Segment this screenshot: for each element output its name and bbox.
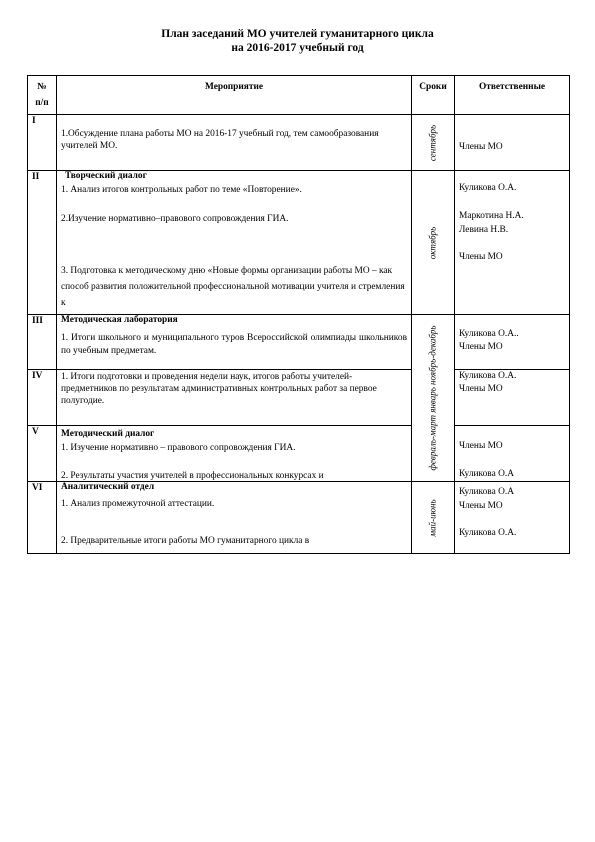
row-responsible — [455, 171, 570, 315]
row-responsible — [455, 315, 570, 370]
term-label: сентябрь — [427, 124, 438, 161]
row-number: VI — [28, 482, 57, 554]
term-label: октябрь — [427, 226, 438, 259]
table-row — [28, 315, 570, 370]
responsible-item: Куликова О.А. — [459, 183, 517, 193]
responsible-item: Куликова О.А.. — [459, 329, 519, 339]
row-term — [412, 315, 455, 482]
responsible-item: Маркотина Н.А. — [459, 210, 524, 221]
term-part: ноябрь-декабрь — [427, 325, 438, 385]
activity-item: 2. Результаты участия учителей в профессиональных конкурсах и — [61, 471, 324, 480]
term-label: май-июнь — [427, 498, 438, 537]
header-number-line1: № — [37, 82, 47, 92]
header-number-line2: п/п — [35, 97, 49, 108]
header-responsible: Ответственные — [455, 76, 570, 115]
responsible-item: Члены МО — [459, 500, 503, 511]
responsible-item: Левина Н.В. — [459, 225, 509, 235]
row-term — [412, 171, 455, 315]
row-term — [412, 115, 455, 171]
header-number — [28, 76, 57, 115]
row-responsible — [455, 115, 570, 171]
table-header-row — [28, 76, 570, 115]
row-activity — [57, 115, 412, 171]
responsible-item: Члены МО — [459, 441, 503, 451]
table-row — [28, 115, 570, 171]
table-row — [28, 171, 570, 315]
plan-table — [27, 75, 570, 554]
row-number: V — [28, 426, 57, 482]
table-row — [28, 482, 570, 554]
header-activity: Мероприятие — [57, 76, 412, 115]
responsible-item: Куликова О.А. — [459, 371, 517, 381]
activity-item: 1. Анализ итогов контрольных работ по теме «Повторение». — [61, 184, 302, 195]
row-number: III — [28, 315, 57, 370]
row-activity — [57, 171, 412, 315]
header-term: Сроки — [412, 76, 455, 115]
row-term — [412, 482, 455, 554]
responsible-item: Члены МО — [459, 341, 503, 352]
activity-item: 2. Предварительные итоги работы МО гуманитарного цикла в — [61, 536, 310, 546]
activity-heading: Творческий диалог — [65, 171, 147, 181]
responsible-item: Члены МО — [459, 251, 503, 262]
activity-heading: Методическая лаборатория — [61, 315, 178, 325]
table-row — [28, 426, 570, 482]
row-number: I — [28, 115, 57, 171]
activity-item: 1. Итоги подготовки и проведения недели наук, итогов работы учителей-предметников по результатам административных контрольных работ за первое полугодие. — [61, 372, 377, 406]
row-responsible — [455, 426, 570, 482]
row-number: II — [28, 171, 57, 315]
responsible-item: Члены МО — [459, 142, 503, 152]
responsible-item: Куликова О.А — [459, 487, 514, 497]
activity-item: 3. Подготовка к методическому дню «Новые формы организации работы МО – как способ развития положительной профессиональной мотивации учителя и стремления к — [61, 265, 405, 308]
responsible-item: Члены МО — [459, 383, 503, 394]
activity-item: 1. Изучение нормативно – правового сопровождения ГИА. — [61, 442, 296, 453]
activity-item: 1. Итоги школьного и муниципального туров Всероссийской олимпиады школьников по учебным предметам. — [61, 332, 407, 356]
row-responsible — [455, 370, 570, 426]
responsible-item: Куликова О.А. — [459, 528, 517, 538]
activity-heading: Аналитический отдел — [61, 482, 155, 492]
row-number: IV — [28, 370, 57, 426]
row-activity — [57, 315, 412, 370]
table-row — [28, 370, 570, 426]
activity-item: 1.Обсуждение плана работы МО на 2016-17 учебный год, тем самообразования учителей МО. — [61, 129, 379, 151]
row-activity — [57, 482, 412, 554]
responsible-item: Куликова О.А — [459, 468, 514, 479]
activity-item: 2.Изучение нормативно–правового сопровождения ГИА. — [61, 214, 289, 224]
row-activity — [57, 370, 412, 426]
term-part: февраль-март — [427, 415, 438, 471]
term-label — [427, 326, 439, 471]
row-responsible — [455, 482, 570, 554]
row-activity — [57, 426, 412, 482]
document-title: План заседаний МО учителей гуманитарного цикла — [161, 28, 434, 40]
activity-item: 1. Анализ промежуточной аттестации. — [61, 498, 215, 509]
document-subtitle: на 2016-2017 учебный год — [231, 42, 364, 54]
activity-heading: Методический диалог — [61, 429, 155, 439]
term-part: январь — [427, 387, 438, 413]
